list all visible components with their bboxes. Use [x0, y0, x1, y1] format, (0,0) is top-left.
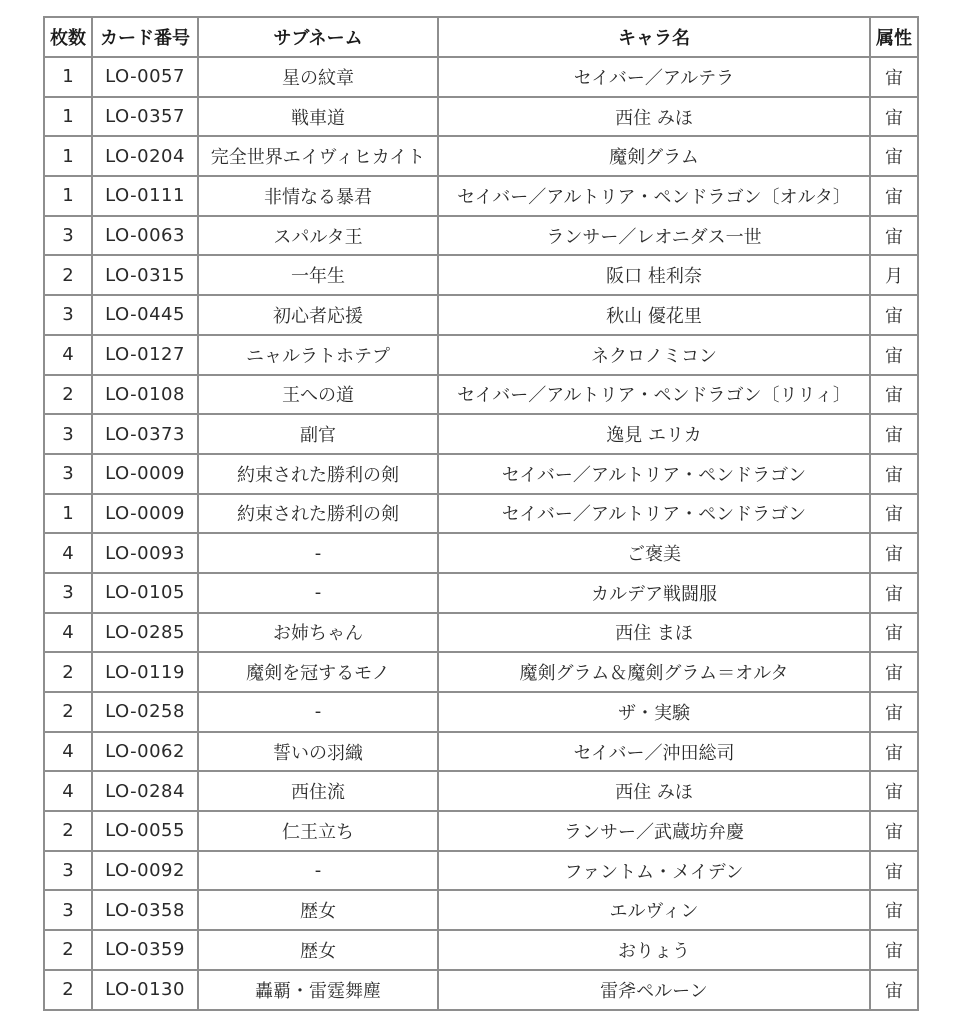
card-attribute: 宙 — [870, 375, 918, 415]
card-number: LO-0105 — [92, 573, 198, 613]
card-count: 1 — [44, 176, 92, 216]
table-row — [44, 692, 918, 732]
card-attribute: 宙 — [870, 573, 918, 613]
table-row — [44, 613, 918, 653]
card-number: LO-0111 — [92, 176, 198, 216]
character-name: セイバー／アルトリア・ペンドラゴン — [438, 494, 870, 534]
table-row — [44, 652, 918, 692]
card-number: LO-0357 — [92, 97, 198, 137]
character-name: セイバー／アルトリア・ペンドラゴン〔リリィ〕 — [438, 375, 870, 415]
deck-list-table — [43, 16, 919, 1011]
card-subname: - — [198, 692, 438, 732]
table-row — [44, 216, 918, 256]
table-row — [44, 930, 918, 970]
card-count: 2 — [44, 652, 92, 692]
table-row — [44, 414, 918, 454]
card-subname: 王への道 — [198, 375, 438, 415]
card-count: 1 — [44, 494, 92, 534]
card-count: 3 — [44, 851, 92, 891]
card-count: 2 — [44, 255, 92, 295]
table-header — [44, 17, 918, 57]
table-row — [44, 295, 918, 335]
table-body — [44, 57, 918, 1010]
card-subname: 一年生 — [198, 255, 438, 295]
card-number: LO-0009 — [92, 454, 198, 494]
table-row — [44, 255, 918, 295]
card-number: LO-0130 — [92, 970, 198, 1010]
card-subname: 仁王立ち — [198, 811, 438, 851]
header-attribute: 属性 — [870, 17, 918, 57]
card-attribute: 宙 — [870, 414, 918, 454]
card-subname: ニャルラトホテプ — [198, 335, 438, 375]
card-attribute: 宙 — [870, 890, 918, 930]
character-name: 魔剣グラム — [438, 136, 870, 176]
card-attribute: 宙 — [870, 494, 918, 534]
card-subname: - — [198, 573, 438, 613]
card-count: 3 — [44, 573, 92, 613]
character-name: 西住 みほ — [438, 97, 870, 137]
card-number: LO-0062 — [92, 732, 198, 772]
card-subname: 初心者応援 — [198, 295, 438, 335]
card-subname: 約束された勝利の剣 — [198, 454, 438, 494]
card-number: LO-0093 — [92, 533, 198, 573]
character-name: ネクロノミコン — [438, 335, 870, 375]
card-count: 1 — [44, 97, 92, 137]
card-attribute: 宙 — [870, 930, 918, 970]
table-row — [44, 811, 918, 851]
card-subname: 轟覇・雷霆舞塵 — [198, 970, 438, 1010]
character-name: セイバー／アルトリア・ペンドラゴン〔オルタ〕 — [438, 176, 870, 216]
card-attribute: 宙 — [870, 216, 918, 256]
card-count: 2 — [44, 970, 92, 1010]
card-attribute: 宙 — [870, 613, 918, 653]
card-count: 2 — [44, 930, 92, 970]
character-name: 阪口 桂利奈 — [438, 255, 870, 295]
card-subname: - — [198, 533, 438, 573]
header-count: 枚数 — [44, 17, 92, 57]
card-attribute: 宙 — [870, 732, 918, 772]
table-row — [44, 970, 918, 1010]
card-number: LO-0285 — [92, 613, 198, 653]
card-number: LO-0315 — [92, 255, 198, 295]
card-subname: - — [198, 851, 438, 891]
character-name: ファントム・メイデン — [438, 851, 870, 891]
card-number: LO-0358 — [92, 890, 198, 930]
table-row — [44, 176, 918, 216]
table-row — [44, 335, 918, 375]
card-subname: お姉ちゃん — [198, 613, 438, 653]
card-subname: 戦車道 — [198, 97, 438, 137]
character-name: 西住 みほ — [438, 771, 870, 811]
character-name: 西住 まほ — [438, 613, 870, 653]
card-attribute: 宙 — [870, 811, 918, 851]
card-number: LO-0063 — [92, 216, 198, 256]
card-attribute: 宙 — [870, 335, 918, 375]
card-count: 1 — [44, 136, 92, 176]
character-name: ランサー／レオニダス一世 — [438, 216, 870, 256]
header-card-number: カード番号 — [92, 17, 198, 57]
card-attribute: 宙 — [870, 970, 918, 1010]
card-attribute: 宙 — [870, 57, 918, 97]
card-subname: 非情なる暴君 — [198, 176, 438, 216]
card-count: 4 — [44, 613, 92, 653]
card-subname: 歴女 — [198, 890, 438, 930]
card-subname: 歴女 — [198, 930, 438, 970]
card-count: 4 — [44, 771, 92, 811]
table-row — [44, 771, 918, 811]
card-attribute: 宙 — [870, 771, 918, 811]
character-name: セイバー／沖田総司 — [438, 732, 870, 772]
header-subname: サブネーム — [198, 17, 438, 57]
card-count: 3 — [44, 414, 92, 454]
table-row — [44, 97, 918, 137]
header-row — [44, 17, 918, 57]
table-row — [44, 851, 918, 891]
card-attribute: 宙 — [870, 851, 918, 891]
card-attribute: 宙 — [870, 97, 918, 137]
card-count: 4 — [44, 732, 92, 772]
card-count: 3 — [44, 216, 92, 256]
card-attribute: 月 — [870, 255, 918, 295]
table-row — [44, 494, 918, 534]
card-attribute: 宙 — [870, 454, 918, 494]
card-subname: 誓いの羽織 — [198, 732, 438, 772]
character-name: ザ・実験 — [438, 692, 870, 732]
table-row — [44, 573, 918, 613]
card-number: LO-0127 — [92, 335, 198, 375]
card-count: 1 — [44, 57, 92, 97]
card-count: 3 — [44, 295, 92, 335]
header-character: キャラ名 — [438, 17, 870, 57]
card-count: 4 — [44, 533, 92, 573]
card-attribute: 宙 — [870, 176, 918, 216]
card-count: 3 — [44, 890, 92, 930]
character-name: 雷斧ペルーン — [438, 970, 870, 1010]
table-row — [44, 136, 918, 176]
card-subname: 魔剣を冠するモノ — [198, 652, 438, 692]
card-subname: 西住流 — [198, 771, 438, 811]
card-number: LO-0445 — [92, 295, 198, 335]
card-attribute: 宙 — [870, 295, 918, 335]
character-name: 逸見 エリカ — [438, 414, 870, 454]
card-attribute: 宙 — [870, 652, 918, 692]
card-subname: 完全世界エイヴィヒカイト — [198, 136, 438, 176]
card-number: LO-0119 — [92, 652, 198, 692]
character-name: セイバー／アルトリア・ペンドラゴン — [438, 454, 870, 494]
card-count: 2 — [44, 692, 92, 732]
table-row — [44, 732, 918, 772]
card-number: LO-0092 — [92, 851, 198, 891]
card-number: LO-0204 — [92, 136, 198, 176]
character-name: 秋山 優花里 — [438, 295, 870, 335]
card-count: 4 — [44, 335, 92, 375]
table-row — [44, 375, 918, 415]
card-count: 2 — [44, 811, 92, 851]
card-count: 2 — [44, 375, 92, 415]
card-number: LO-0284 — [92, 771, 198, 811]
card-number: LO-0055 — [92, 811, 198, 851]
card-number: LO-0258 — [92, 692, 198, 732]
card-attribute: 宙 — [870, 136, 918, 176]
card-attribute: 宙 — [870, 692, 918, 732]
table-row — [44, 890, 918, 930]
card-subname: 副官 — [198, 414, 438, 454]
character-name: 魔剣グラム＆魔剣グラム＝オルタ — [438, 652, 870, 692]
character-name: ご褒美 — [438, 533, 870, 573]
card-subname: スパルタ王 — [198, 216, 438, 256]
card-count: 3 — [44, 454, 92, 494]
card-number: LO-0108 — [92, 375, 198, 415]
character-name: カルデア戦闘服 — [438, 573, 870, 613]
character-name: おりょう — [438, 930, 870, 970]
character-name: ランサー／武蔵坊弁慶 — [438, 811, 870, 851]
character-name: セイバー／アルテラ — [438, 57, 870, 97]
card-number: LO-0359 — [92, 930, 198, 970]
card-number: LO-0373 — [92, 414, 198, 454]
table-row — [44, 533, 918, 573]
table-row — [44, 57, 918, 97]
card-subname: 星の紋章 — [198, 57, 438, 97]
table-row — [44, 454, 918, 494]
card-subname: 約束された勝利の剣 — [198, 494, 438, 534]
card-number: LO-0009 — [92, 494, 198, 534]
character-name: エルヴィン — [438, 890, 870, 930]
card-number: LO-0057 — [92, 57, 198, 97]
card-attribute: 宙 — [870, 533, 918, 573]
